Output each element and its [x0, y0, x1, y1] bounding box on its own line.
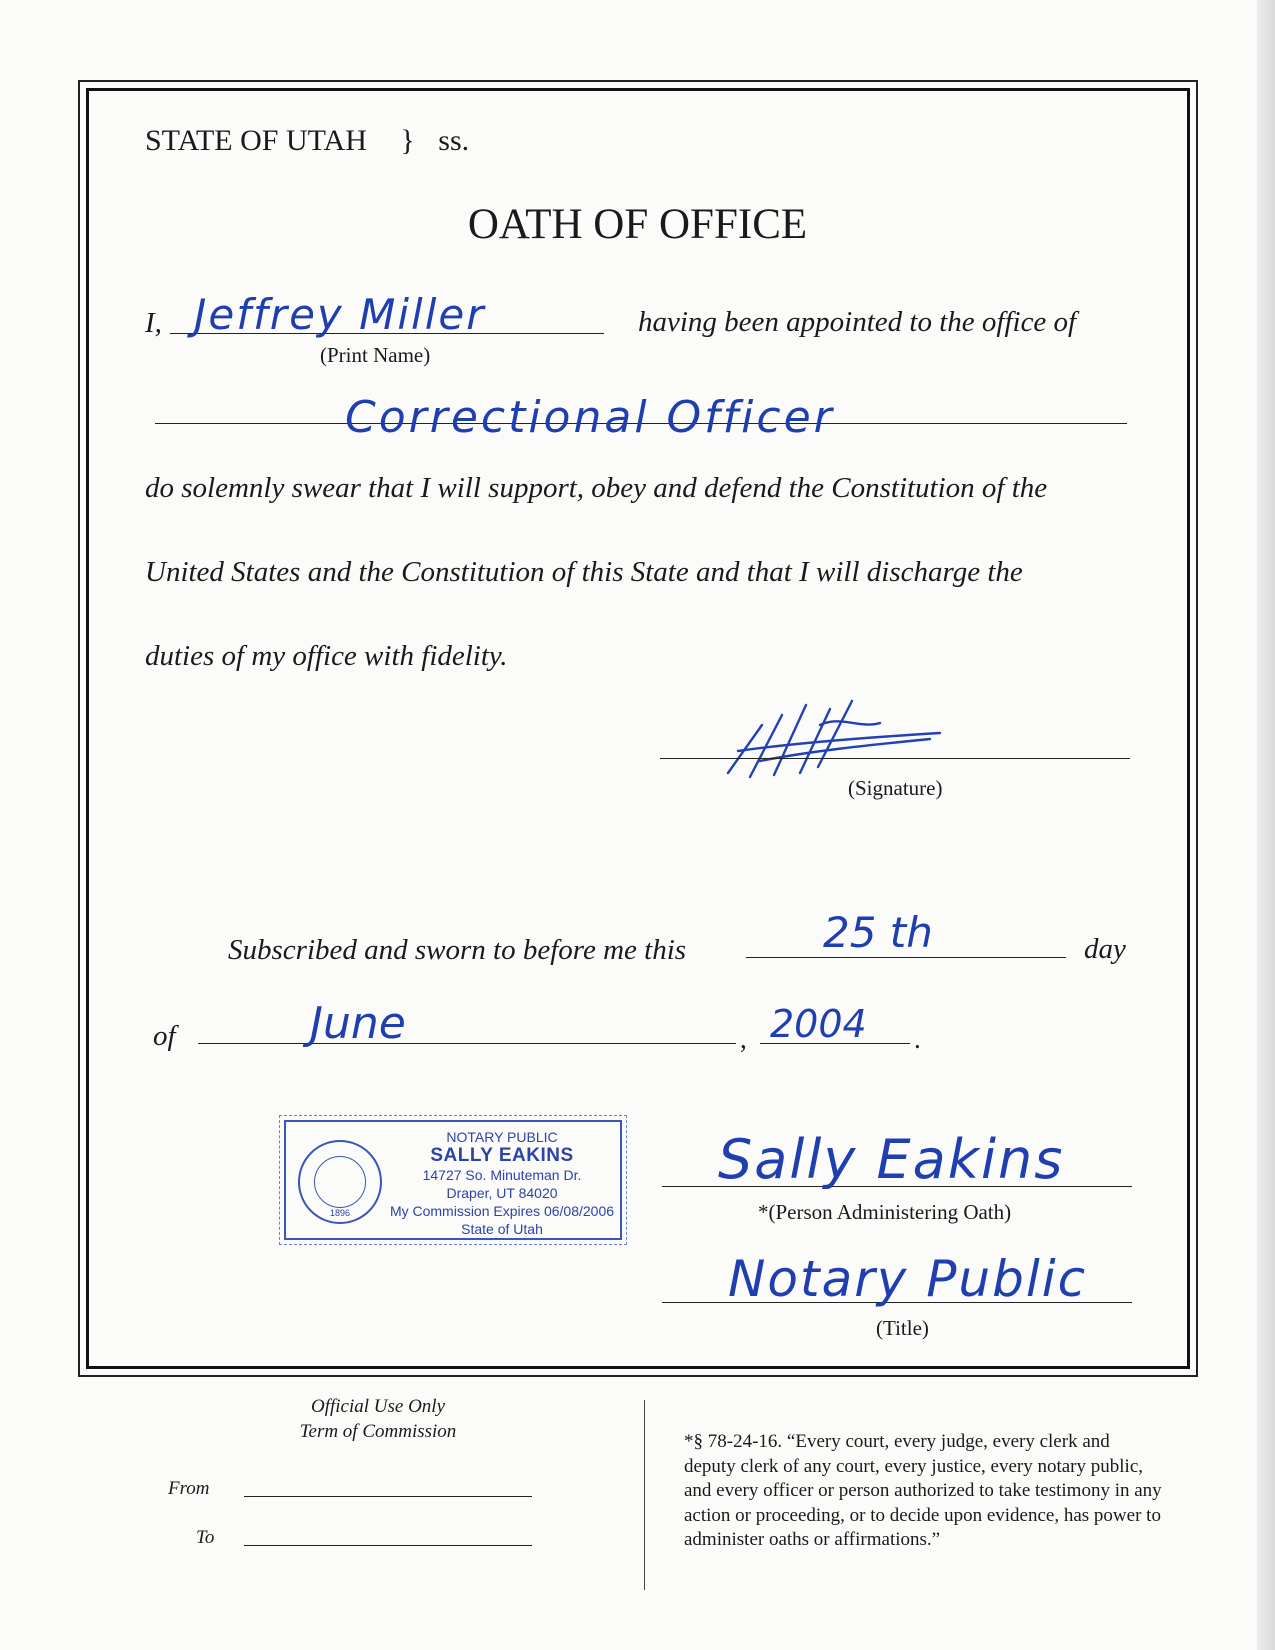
- signature-line: [660, 758, 1130, 759]
- notary-stamp: [284, 1120, 622, 1240]
- stamp-line-city: Draper, UT 84020: [446, 1185, 558, 1201]
- i-prefix: I,: [145, 307, 162, 339]
- oath-line-3: duties of my office with fidelity.: [145, 640, 508, 672]
- title-caption: (Title): [876, 1316, 929, 1340]
- official-use-heading: Official Use Only: [310, 1396, 446, 1417]
- to-label: To: [196, 1527, 215, 1548]
- title-handwritten: Notary Public: [728, 1250, 1088, 1308]
- signature-caption: (Signature): [848, 776, 943, 800]
- footer-divider: [644, 1400, 645, 1590]
- from-label: From: [168, 1478, 210, 1499]
- stamp-line-notary: NOTARY PUBLIC: [446, 1129, 558, 1145]
- of-word: of: [153, 1020, 176, 1052]
- administrator-caption: *(Person Administering Oath): [758, 1200, 1012, 1224]
- to-line: [244, 1545, 532, 1546]
- seal-year: 1896: [329, 1208, 351, 1218]
- state-heading: [145, 124, 469, 158]
- oath-line-2: United States and the Constitution of this State and that I will discharge the: [145, 556, 1023, 588]
- office-handwritten: Correctional Officer: [345, 392, 835, 443]
- administrator-signature-handwritten: Sally Eakins: [718, 1128, 1065, 1191]
- month-handwritten: June: [310, 998, 406, 1049]
- oath-line-1: do solemnly swear that I will support, obey and defend the Constitution of the: [145, 472, 1048, 504]
- stamp-line-state: State of Utah: [461, 1221, 543, 1237]
- appointed-text: having been appointed to the office of: [638, 306, 1077, 338]
- utah-seal-icon: [298, 1140, 382, 1224]
- from-line: [244, 1496, 532, 1497]
- day-word: day: [1084, 933, 1126, 965]
- term-of-commission-heading: Term of Commission: [299, 1421, 457, 1442]
- period-mark: .: [914, 1024, 921, 1054]
- year-handwritten: 2004: [770, 1002, 867, 1046]
- stamp-line-expiry: My Commission Expires 06/08/2006: [389, 1203, 615, 1219]
- comma-mark: ,: [740, 1024, 747, 1054]
- statute-note: *§ 78-24-16. “Every court, every judge, every clerk and deputy clerk of any court, every justice, every notary public, and every officer or person authorized to take testimony in any action or proceeding, or to decide upon evidence, has power to administer oaths or affirmations.”: [684, 1431, 1162, 1550]
- name-handwritten: Jeffrey Miller: [194, 290, 486, 339]
- sworn-prefix: Subscribed and sworn to before me this: [228, 934, 687, 966]
- ss-mark: ss.: [438, 124, 470, 157]
- brace-mark: }: [400, 124, 415, 157]
- day-handwritten: 25 th: [823, 908, 933, 957]
- month-line: [198, 1043, 736, 1044]
- name-caption: (Print Name): [320, 343, 431, 367]
- stamp-line-name: SALLY EAKINS: [430, 1145, 574, 1166]
- page-title: OATH OF OFFICE: [467, 201, 808, 248]
- day-line: [746, 957, 1066, 958]
- state-name: STATE OF UTAH: [145, 124, 367, 157]
- stamp-line-address: 14727 So. Minuteman Dr.: [422, 1167, 582, 1183]
